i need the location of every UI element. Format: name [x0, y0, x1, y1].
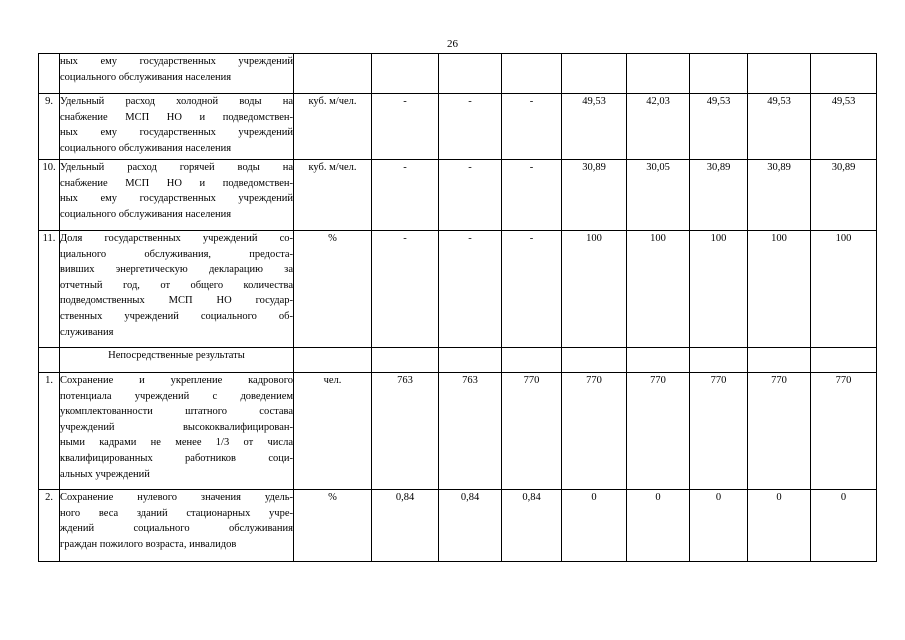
indicator-description	[60, 490, 294, 562]
value-cell: 770	[748, 373, 811, 490]
value-cell: 100	[562, 231, 627, 348]
row-number: 9.	[39, 94, 60, 160]
row-number: 11.	[39, 231, 60, 348]
value-cell: -	[502, 231, 562, 348]
value-cell: 770	[690, 373, 748, 490]
indicator-description	[60, 160, 294, 231]
description-line: укомплектованности штатного состава	[60, 406, 293, 418]
value-cell: -	[372, 160, 439, 231]
description-line: Сохранение и укрепление кадрового	[60, 375, 293, 386]
section-empty-cell	[39, 348, 60, 373]
section-empty-cell	[294, 348, 372, 373]
description-line: социального обслуживания населения	[60, 142, 232, 154]
description-line: ждений социального обслуживания	[60, 523, 293, 535]
indicators-table	[38, 53, 877, 562]
value-cell: 49,53	[690, 94, 748, 160]
value-cell: 770	[627, 373, 690, 490]
description-line: ных ему государственных учреждений	[60, 127, 293, 139]
value-cell	[690, 54, 748, 94]
description-line: Удельный расход горячей воды на	[60, 162, 293, 173]
description-line: ного веса зданий стационарных учре-	[60, 507, 293, 519]
value-cell: -	[502, 160, 562, 231]
value-cell: -	[372, 231, 439, 348]
value-cell: 100	[811, 231, 877, 348]
section-row	[39, 348, 877, 373]
value-cell: 0,84	[502, 490, 562, 562]
value-cell: 0	[811, 490, 877, 562]
section-empty-cell	[439, 348, 502, 373]
value-cell: 30,89	[748, 160, 811, 231]
value-cell: 0	[690, 490, 748, 562]
table-row	[39, 373, 877, 490]
value-cell: 30,89	[562, 160, 627, 231]
description-line: Удельный расход холодной воды на	[60, 96, 293, 107]
description-line: ственных учреждений социального об-	[60, 310, 293, 322]
value-cell: 770	[502, 373, 562, 490]
description-line: ных ему государственных учреждений	[60, 56, 293, 67]
indicator-description	[60, 231, 294, 348]
description-line: Доля государственных учреждений со-	[60, 233, 293, 244]
value-cell	[748, 54, 811, 94]
description-line: ных ему государственных учреждений	[60, 193, 293, 205]
value-cell: 30,05	[627, 160, 690, 231]
indicator-description	[60, 373, 294, 490]
value-cell: 0,84	[439, 490, 502, 562]
description-line: вивших энергетическую декларацию за	[60, 264, 293, 276]
value-cell: -	[439, 94, 502, 160]
unit-cell: чел.	[294, 373, 372, 490]
table-row	[39, 54, 877, 94]
indicator-description	[60, 94, 294, 160]
section-empty-cell	[690, 348, 748, 373]
value-cell: 100	[748, 231, 811, 348]
value-cell: 100	[690, 231, 748, 348]
description-line: потенциала учреждений с доведением	[60, 390, 293, 402]
section-title: Непосредственные результаты	[60, 348, 294, 373]
table-row	[39, 231, 877, 348]
unit-cell: куб. м/чел.	[294, 94, 372, 160]
value-cell: 49,53	[811, 94, 877, 160]
value-cell: 763	[372, 373, 439, 490]
row-number: 1.	[39, 373, 60, 490]
value-cell: -	[439, 160, 502, 231]
table-row	[39, 94, 877, 160]
unit-cell	[294, 54, 372, 94]
description-line: отчетный год, от общего количества	[60, 279, 293, 291]
value-cell	[502, 54, 562, 94]
value-cell	[627, 54, 690, 94]
value-cell: -	[502, 94, 562, 160]
row-number	[39, 54, 60, 94]
value-cell	[811, 54, 877, 94]
section-empty-cell	[562, 348, 627, 373]
section-empty-cell	[748, 348, 811, 373]
page-number: 26	[447, 38, 458, 50]
description-line: служивания	[60, 326, 114, 338]
description-line: Сохранение нулевого значения удель-	[60, 492, 293, 503]
value-cell: 763	[439, 373, 502, 490]
value-cell: 42,03	[627, 94, 690, 160]
value-cell: -	[439, 231, 502, 348]
section-empty-cell	[811, 348, 877, 373]
row-number: 2.	[39, 490, 60, 562]
section-empty-cell	[372, 348, 439, 373]
description-line: социального обслуживания населения	[60, 71, 232, 83]
description-line: циального обслуживания, предоста-	[60, 248, 293, 260]
description-line: снабжение МСП НО и подведомствен-	[60, 111, 293, 123]
description-line: граждан пожилого возраста, инвалидов	[60, 538, 237, 550]
value-cell	[562, 54, 627, 94]
value-cell: 770	[562, 373, 627, 490]
description-line: ными кадрами не менее 1/3 от числа	[60, 437, 293, 449]
section-empty-cell	[502, 348, 562, 373]
description-line: альных учреждений	[60, 468, 150, 480]
description-line: подведомственных МСП НО государ-	[60, 295, 293, 307]
unit-cell: %	[294, 231, 372, 348]
description-line: учреждений высококвалифицирован-	[60, 421, 293, 433]
row-number: 10.	[39, 160, 60, 231]
value-cell: 0	[748, 490, 811, 562]
value-cell: 30,89	[690, 160, 748, 231]
unit-cell: куб. м/чел.	[294, 160, 372, 231]
description-line: квалифицированных работников соци-	[60, 452, 293, 464]
table-row	[39, 160, 877, 231]
value-cell: -	[372, 94, 439, 160]
value-cell: 100	[627, 231, 690, 348]
indicator-description	[60, 54, 294, 94]
section-empty-cell	[627, 348, 690, 373]
value-cell	[439, 54, 502, 94]
value-cell: 30,89	[811, 160, 877, 231]
value-cell: 0	[627, 490, 690, 562]
description-line: снабжение МСП НО и подведомствен-	[60, 177, 293, 189]
value-cell: 0	[562, 490, 627, 562]
value-cell: 49,53	[748, 94, 811, 160]
unit-cell: %	[294, 490, 372, 562]
value-cell: 49,53	[562, 94, 627, 160]
value-cell: 770	[811, 373, 877, 490]
table-row	[39, 490, 877, 562]
value-cell: 0,84	[372, 490, 439, 562]
description-line: социального обслуживания населения	[60, 208, 232, 220]
value-cell	[372, 54, 439, 94]
